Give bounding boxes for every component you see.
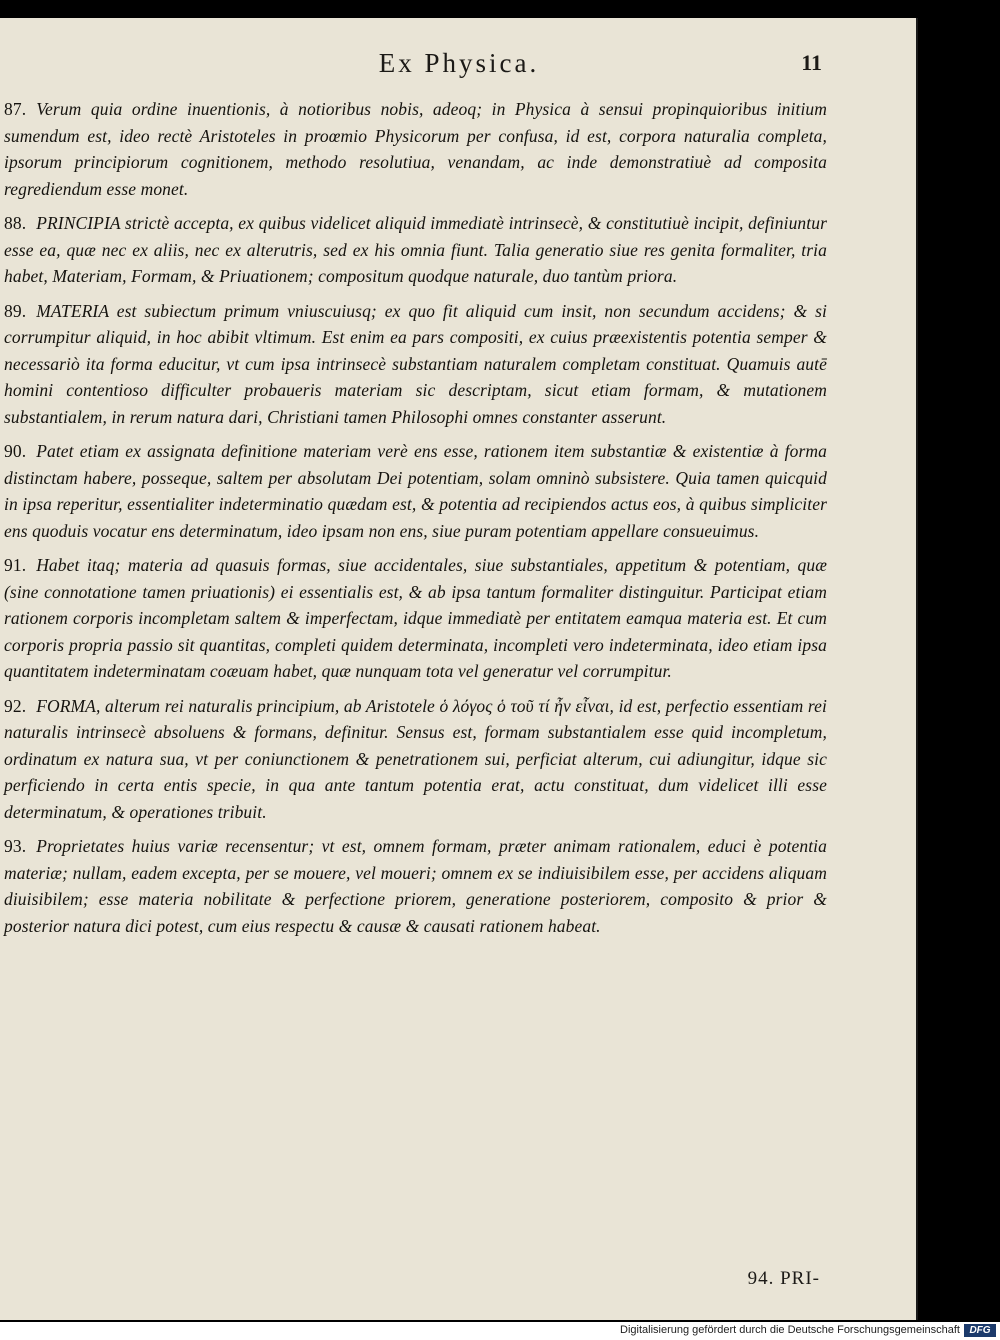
- paragraph-88: [4, 210, 827, 290]
- paragraph-89: [4, 298, 827, 431]
- paragraph-92: [4, 693, 827, 826]
- paragraph-number: 91.: [4, 555, 27, 575]
- paragraph-text: MATERIA est subiectum primum vniuscuiusq; ex quo fit aliquid cum insit, non secundum accidens; & si corrumpitur aliquid, in hoc abibit vltimum. Est enim ea pars compositi, ex cuius præexistentis potentia semper & necessariò ita forma educitur, vt cum ipsa intrinsecè substantiam naturalem completam constituat. Quamuis autē homini contentioso difficulter probaueris materiam sic descriptam, sicut etiam formam, & mutationem substantialem, in rerum natura dari, Christiani tamen Philosophi omnes constanter asserunt.: [4, 300, 827, 427]
- paragraph-text: Proprietates huius variæ recensentur; vt est, omnem formam, præter animam rationalem, educi è potentia materiæ; nullam, eadem excepta, per se mouere, vel moueri; omnem ex se indiuisibilem esse, per accidens aliquam diuisibilem; esse materia nobilitate & perfectione priorem, generatione posteriorem, composito & prior & posterior natura dici potest, cum eius respectu & causæ & causati rationem habeat.: [4, 836, 827, 936]
- paragraph-text: Habet itaq; materia ad quasuis formas, siue accidentales, siue substantiales, appetitum & potentiam, quæ (sine connotatione tamen priuationis) ei essentialis est, & ab ipsa tantum formaliter distinguitur. Participat etiam rationem corporis incompletam saltem & imperfectam, idque immediatè per entitatem eamqua materia est. Et cum corporis propria passio sit quantitas, completi quidem determinata, incompleti vero indeterminata, ideo etiam ipsa quantitatem indeterminatam coæuam habet, quæ nunquam tota vel generatur vel corrumpitur.: [4, 555, 827, 681]
- paragraph-number: 87.: [4, 99, 27, 119]
- paragraph-text: FORMA, alterum rei naturalis principium, ab Aristotele ὁ λόγος ὁ τοῦ τί ἦν εἶναι, id est, perfectio essentiam rei naturalis intrinsecè absoluens & formans, definitur. Sensus est, formam substantialem esse quid incompletum, ordinatum ex natura sua, vt per coniunctionem & penetrationem sui, perficiat alterum, cui adiungitur, idque sic perficiendo in certa entis specie, in qua ante tantum potentia erat, actu constituat, dum videlicet illi esse determinatum, & operationes tribuit.: [4, 695, 827, 822]
- paragraph-number: 89.: [4, 300, 27, 321]
- paragraph-text: PRINCIPIA strictè accepta, ex quibus videlicet aliquid immediatè intrinsecè, & constitutiuè incipit, definiuntur esse ea, quæ nec ex aliis, nec ex alterutris, sed ex his omnia fiunt. Talia generatio siue res genita formaliter, tria habet, Materiam, Formam, & Priuationem; compositum quodque naturale, duo tantùm priora.: [4, 213, 827, 286]
- dfg-logo: DFG: [964, 1324, 996, 1337]
- funding-credit: Digitalisierung gefördert durch die Deutsche Forschungsgemeinschaft: [620, 1324, 960, 1336]
- paragraph-number: 88.: [4, 213, 27, 233]
- paragraph-text: Patet etiam ex assignata definitione materiam verè ens esse, rationem item substantiæ & existentiæ à forma distinctam habere, posseque, saltem per absolutam Dei potentiam, solam omninò subsistere. Quia tamen quicquid in ipsa reperitur, essentialiter indeterminatio quædam est, & potentia ad recipiendos actus eos, à quibus simpliciter ens quoduis vocatur ens determinatum, ideo ipsam non ens, siue puram potentiam appellare consueuimus.: [4, 441, 827, 541]
- running-title: Ex Physica.: [378, 48, 540, 78]
- paragraph-number: 90.: [4, 441, 27, 461]
- paragraph-93: [4, 833, 827, 939]
- page-number: 11: [801, 50, 822, 75]
- paragraph-text: Verum quia ordine inuentionis, à notioribus nobis, adeoq; in Physica à sensui propinquioribus initium sumendum est, ideo rectè Aristoteles in proœmio Physicorum per confusa, id est, corpora naturalia completa, ipsorum principiorum cognitionem, methodo resolutiua, venandam, ac inde demonstratiuè ad composita regrediendum esse monet.: [4, 99, 827, 199]
- catchword: 94. PRI-: [747, 1268, 820, 1289]
- book-page: [0, 18, 918, 1320]
- page-header: [0, 48, 918, 88]
- body-text: [4, 96, 827, 947]
- digitization-footer: [0, 1322, 1000, 1340]
- paragraph-number: 92.: [4, 695, 27, 716]
- paragraph-number: 93.: [4, 836, 27, 856]
- paragraph-87: [4, 96, 827, 202]
- paragraph-90: [4, 438, 827, 544]
- paragraph-91: [4, 552, 827, 685]
